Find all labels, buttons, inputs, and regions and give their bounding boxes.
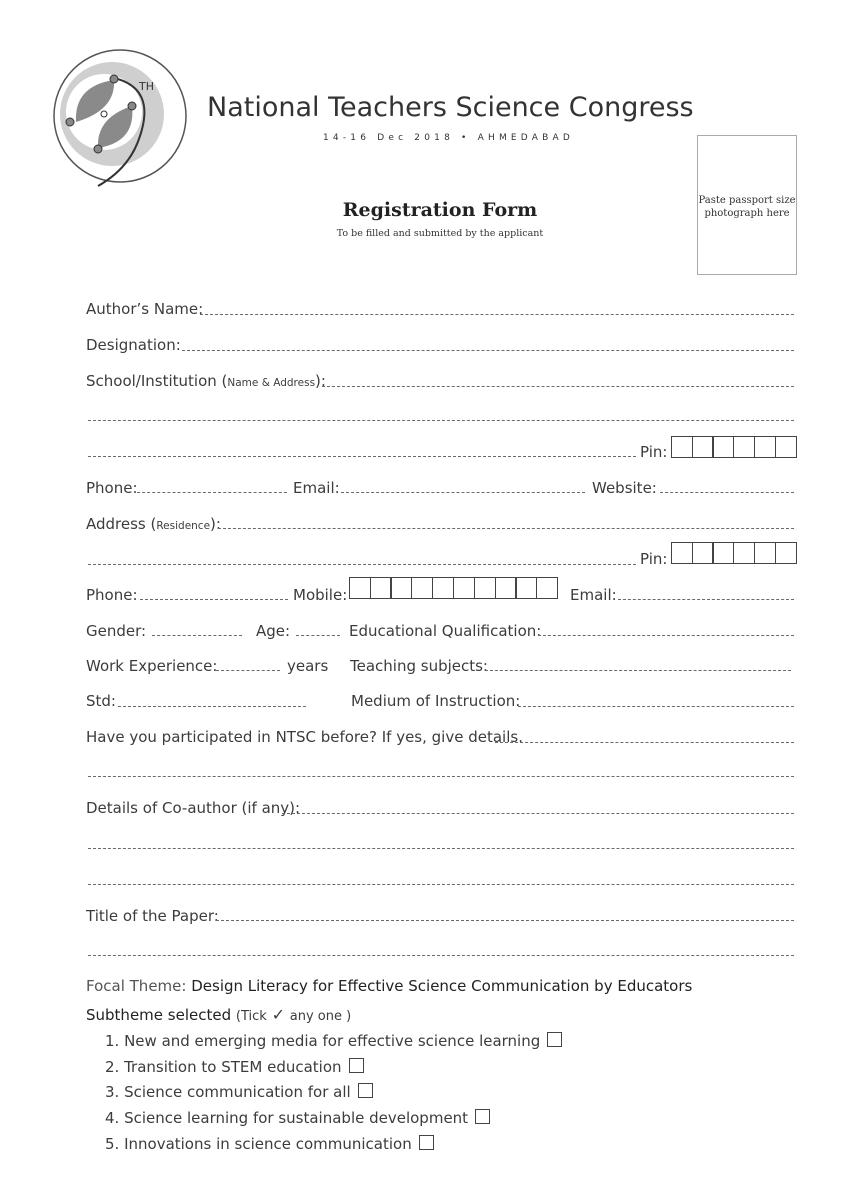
subtheme-checkbox-1[interactable]	[547, 1032, 562, 1047]
congress-logo	[52, 48, 188, 188]
participated-field[interactable]	[495, 742, 794, 743]
residence-phone-field[interactable]	[140, 599, 288, 600]
mobile-label: Mobile:	[293, 586, 348, 604]
tick-note-end: any one )	[289, 1009, 352, 1024]
coauthor-field-line-3[interactable]	[88, 884, 794, 885]
subtheme-item-1: 1. New and emerging media for effective science learning	[105, 1032, 562, 1050]
subtheme-heading	[86, 1006, 351, 1026]
gender-field[interactable]	[152, 635, 242, 636]
school-pin-label: Pin:	[640, 443, 668, 461]
std-label: Std:	[86, 692, 116, 710]
event-date-venue: 14-16 Dec 2018 • AHMEDABAD	[323, 133, 574, 143]
residence-email-label: Email:	[570, 586, 617, 604]
school-pin-boxes[interactable]	[672, 436, 797, 457]
author-name-field[interactable]	[200, 314, 794, 315]
residence-phone-label: Phone:	[86, 586, 138, 604]
medium-field[interactable]	[518, 706, 794, 707]
std-field[interactable]	[118, 706, 306, 707]
focal-theme-value: Design Literacy for Effective Science Communication by Educators	[191, 977, 693, 995]
school-field-line-3[interactable]	[88, 456, 636, 457]
focal-theme-label: Focal Theme:	[86, 977, 187, 995]
subtheme-checkbox-4[interactable]	[475, 1109, 490, 1124]
phone-label: Phone:	[86, 479, 138, 497]
email-field[interactable]	[341, 492, 585, 493]
form-title: Registration Form	[342, 199, 538, 221]
subtheme-item-3: 3. Science communication for all	[105, 1083, 373, 1101]
subtheme-checkbox-2[interactable]	[349, 1058, 364, 1073]
work-experience-field[interactable]	[216, 670, 280, 671]
qualification-field[interactable]	[538, 635, 794, 636]
age-field[interactable]	[296, 635, 340, 636]
logo-superscript: TH	[139, 80, 154, 93]
subtheme-item-4: 4. Science learning for sustainable development	[105, 1109, 490, 1127]
paper-title-field-line-2[interactable]	[88, 955, 794, 956]
participated-field-line-2[interactable]	[88, 776, 794, 777]
subtheme-checkbox-3[interactable]	[358, 1083, 373, 1098]
email-label: Email:	[293, 479, 340, 497]
tick-icon: ✓	[271, 1005, 285, 1024]
qualification-label: Educational Qualification:	[349, 622, 542, 640]
address-field-line-2[interactable]	[88, 564, 636, 565]
address-pin-boxes[interactable]	[672, 542, 797, 563]
subtheme-item-5: 5. Innovations in science communication	[105, 1135, 434, 1153]
years-label: years	[287, 657, 329, 675]
school-field-line-2[interactable]	[88, 420, 794, 421]
school-field[interactable]	[322, 386, 794, 387]
designation-label: Designation:	[86, 336, 181, 354]
residence-email-field[interactable]	[618, 599, 794, 600]
mobile-boxes[interactable]	[350, 577, 558, 598]
subtheme-item-2: 2. Transition to STEM education	[105, 1058, 364, 1076]
author-name-label: Author’s Name:	[86, 300, 204, 318]
subtheme-checkbox-5[interactable]	[419, 1135, 434, 1150]
coauthor-label: Details of Co-author (if any):	[86, 799, 301, 817]
participated-label: Have you participated in NTSC before? If yes, give details.	[86, 728, 523, 746]
address-pin-label: Pin:	[640, 550, 668, 568]
teaching-subjects-field[interactable]	[485, 670, 791, 671]
website-label: Website:	[592, 479, 657, 497]
designation-field[interactable]	[182, 350, 794, 351]
coauthor-field[interactable]	[282, 813, 794, 814]
subtheme-label: Subtheme selected	[86, 1006, 232, 1024]
tick-note-start: (Tick	[235, 1009, 267, 1024]
age-label: Age:	[256, 622, 291, 640]
teaching-subjects-label: Teaching subjects:	[350, 657, 488, 675]
address-label: Address (Residence):	[86, 515, 221, 533]
form-instruction: To be filled and submitted by the applicant	[336, 228, 544, 239]
coauthor-field-line-2[interactable]	[88, 848, 794, 849]
photo-box-label: Paste passport size photograph here	[698, 195, 796, 219]
address-field[interactable]	[218, 528, 794, 529]
page-title: National Teachers Science Congress	[207, 92, 694, 123]
focal-theme	[86, 977, 692, 995]
paper-title-label: Title of the Paper:	[86, 907, 219, 925]
gender-label: Gender:	[86, 622, 147, 640]
website-field[interactable]	[660, 492, 794, 493]
paper-title-field[interactable]	[216, 920, 794, 921]
school-label: School/Institution (Name & Address):	[86, 372, 326, 390]
medium-label: Medium of Instruction:	[351, 692, 521, 710]
phone-field[interactable]	[137, 492, 287, 493]
work-experience-label: Work Experience:	[86, 657, 218, 675]
